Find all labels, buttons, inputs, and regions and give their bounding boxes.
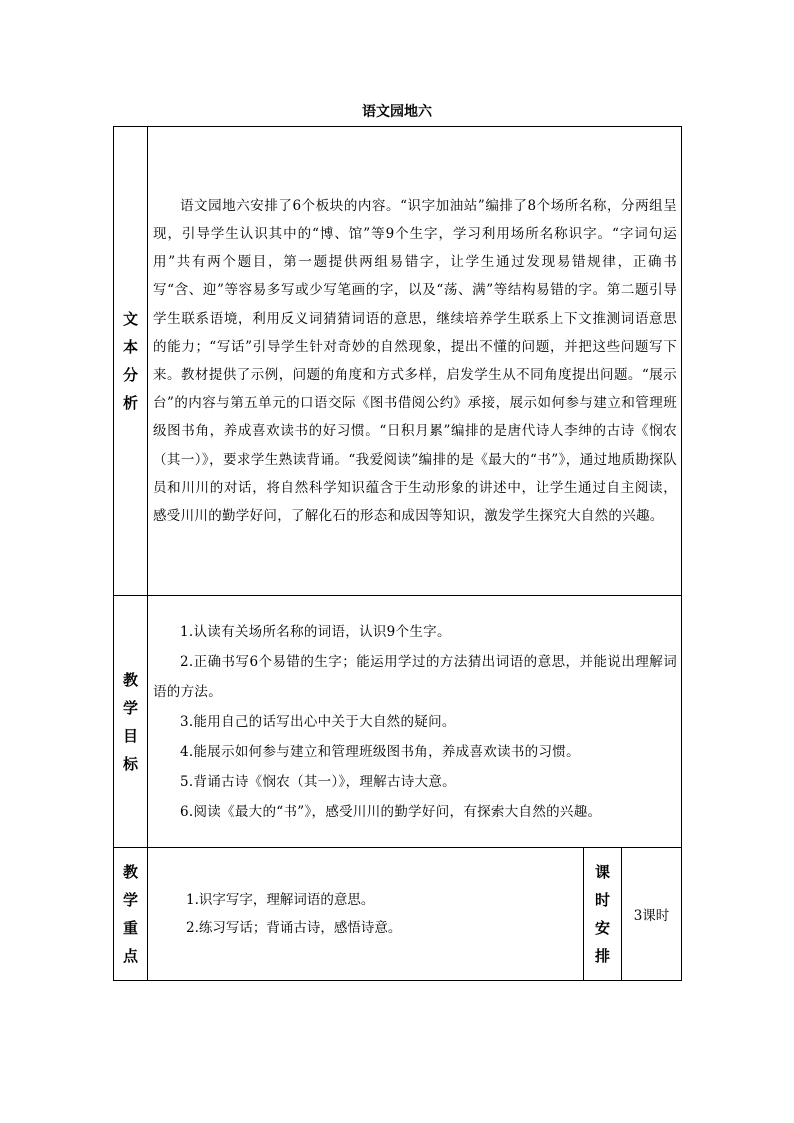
key-points-cell — [148, 848, 584, 981]
analysis-label: 文 本 分 析 — [114, 127, 148, 596]
goals-row — [114, 596, 682, 848]
goal-item: 3.能用自己的话写出心中关于大自然的疑问。 — [180, 713, 456, 730]
key-point-item: 1.识字写字，理解词语的意思。 — [186, 892, 375, 908]
goals-cell — [148, 596, 682, 848]
goal-item: 4.能展示如何参与建立和管理班级图书角，养成喜欢读书的习惯。 — [180, 743, 580, 760]
schedule-label: 课 时 安 排 — [584, 848, 622, 981]
document-title: 语文园地六 — [362, 104, 432, 120]
lesson-plan-table — [113, 126, 682, 981]
key-points-row — [114, 848, 682, 981]
goal-item: 1.认读有关场所名称的词语，认识9个生字。 — [180, 623, 451, 640]
goals-label: 教 学 目 标 — [114, 596, 148, 848]
goal-item: 6.阅读《最大的“书”》，感受川川的勤学好问，有探索大自然的兴趣。 — [180, 803, 602, 820]
analysis-text-cell — [148, 127, 682, 596]
goal-item: 2.正确书写6个易错的生字；能运用学过的方法猜出词语的意思，并能说出理解词语的方法。 — [153, 653, 678, 700]
schedule-value: 3课时 — [622, 848, 682, 981]
goal-item: 5.背诵古诗《悯农（其一）》，理解古诗大意。 — [180, 773, 456, 790]
key-points-label: 教 学 重 点 — [114, 848, 148, 981]
analysis-row — [114, 127, 682, 596]
analysis-text: 语文园地六安排了6个板块的内容。“识字加油站”编排了8个场所名称，分两组呈现，引导学生认识其中的“博、馆”等9个生字，学习利用场所名称识字。“字词句运用”共有两个题目，第一题提供两组易错字，让学生通过发现易错规律，正确书写“含、迎”等容易多写或少写笔画的字，以及“荡、满”等结构易错的字。第二题引导学生联系语境，利用反义词猜猜词语的意思，继续培养学生联系上下文推测词语意思的能力；“写话”引导学生针对奇妙的自然现象，提出不懂的问题，并把这些问题写下来。教材提供了示例，问题的角度和方式多样，启发学生从不同角度提出问题。“展示台”的内容与第五单元的口语交际《图书借阅公约》承接，展示如何参与建立和管理班级图书角，养成喜欢读书的好习惯。“日积月累”编排的是唐代诗人李绅的古诗《悯农（其一）》，要求学生熟读背诵。“我爱阅读”编排的是《最大的“书”》，通过地质勘探队员和川川的对话，将自然科学知识蕴含于生动形象的讲述中，让学生通过自主阅读，感受川川的勤学好问，了解化石的形态和成因等知识，激发学生探究大自然的兴趣。 — [153, 197, 678, 525]
key-point-item: 2.练习写话；背诵古诗，感悟诗意。 — [186, 920, 402, 936]
